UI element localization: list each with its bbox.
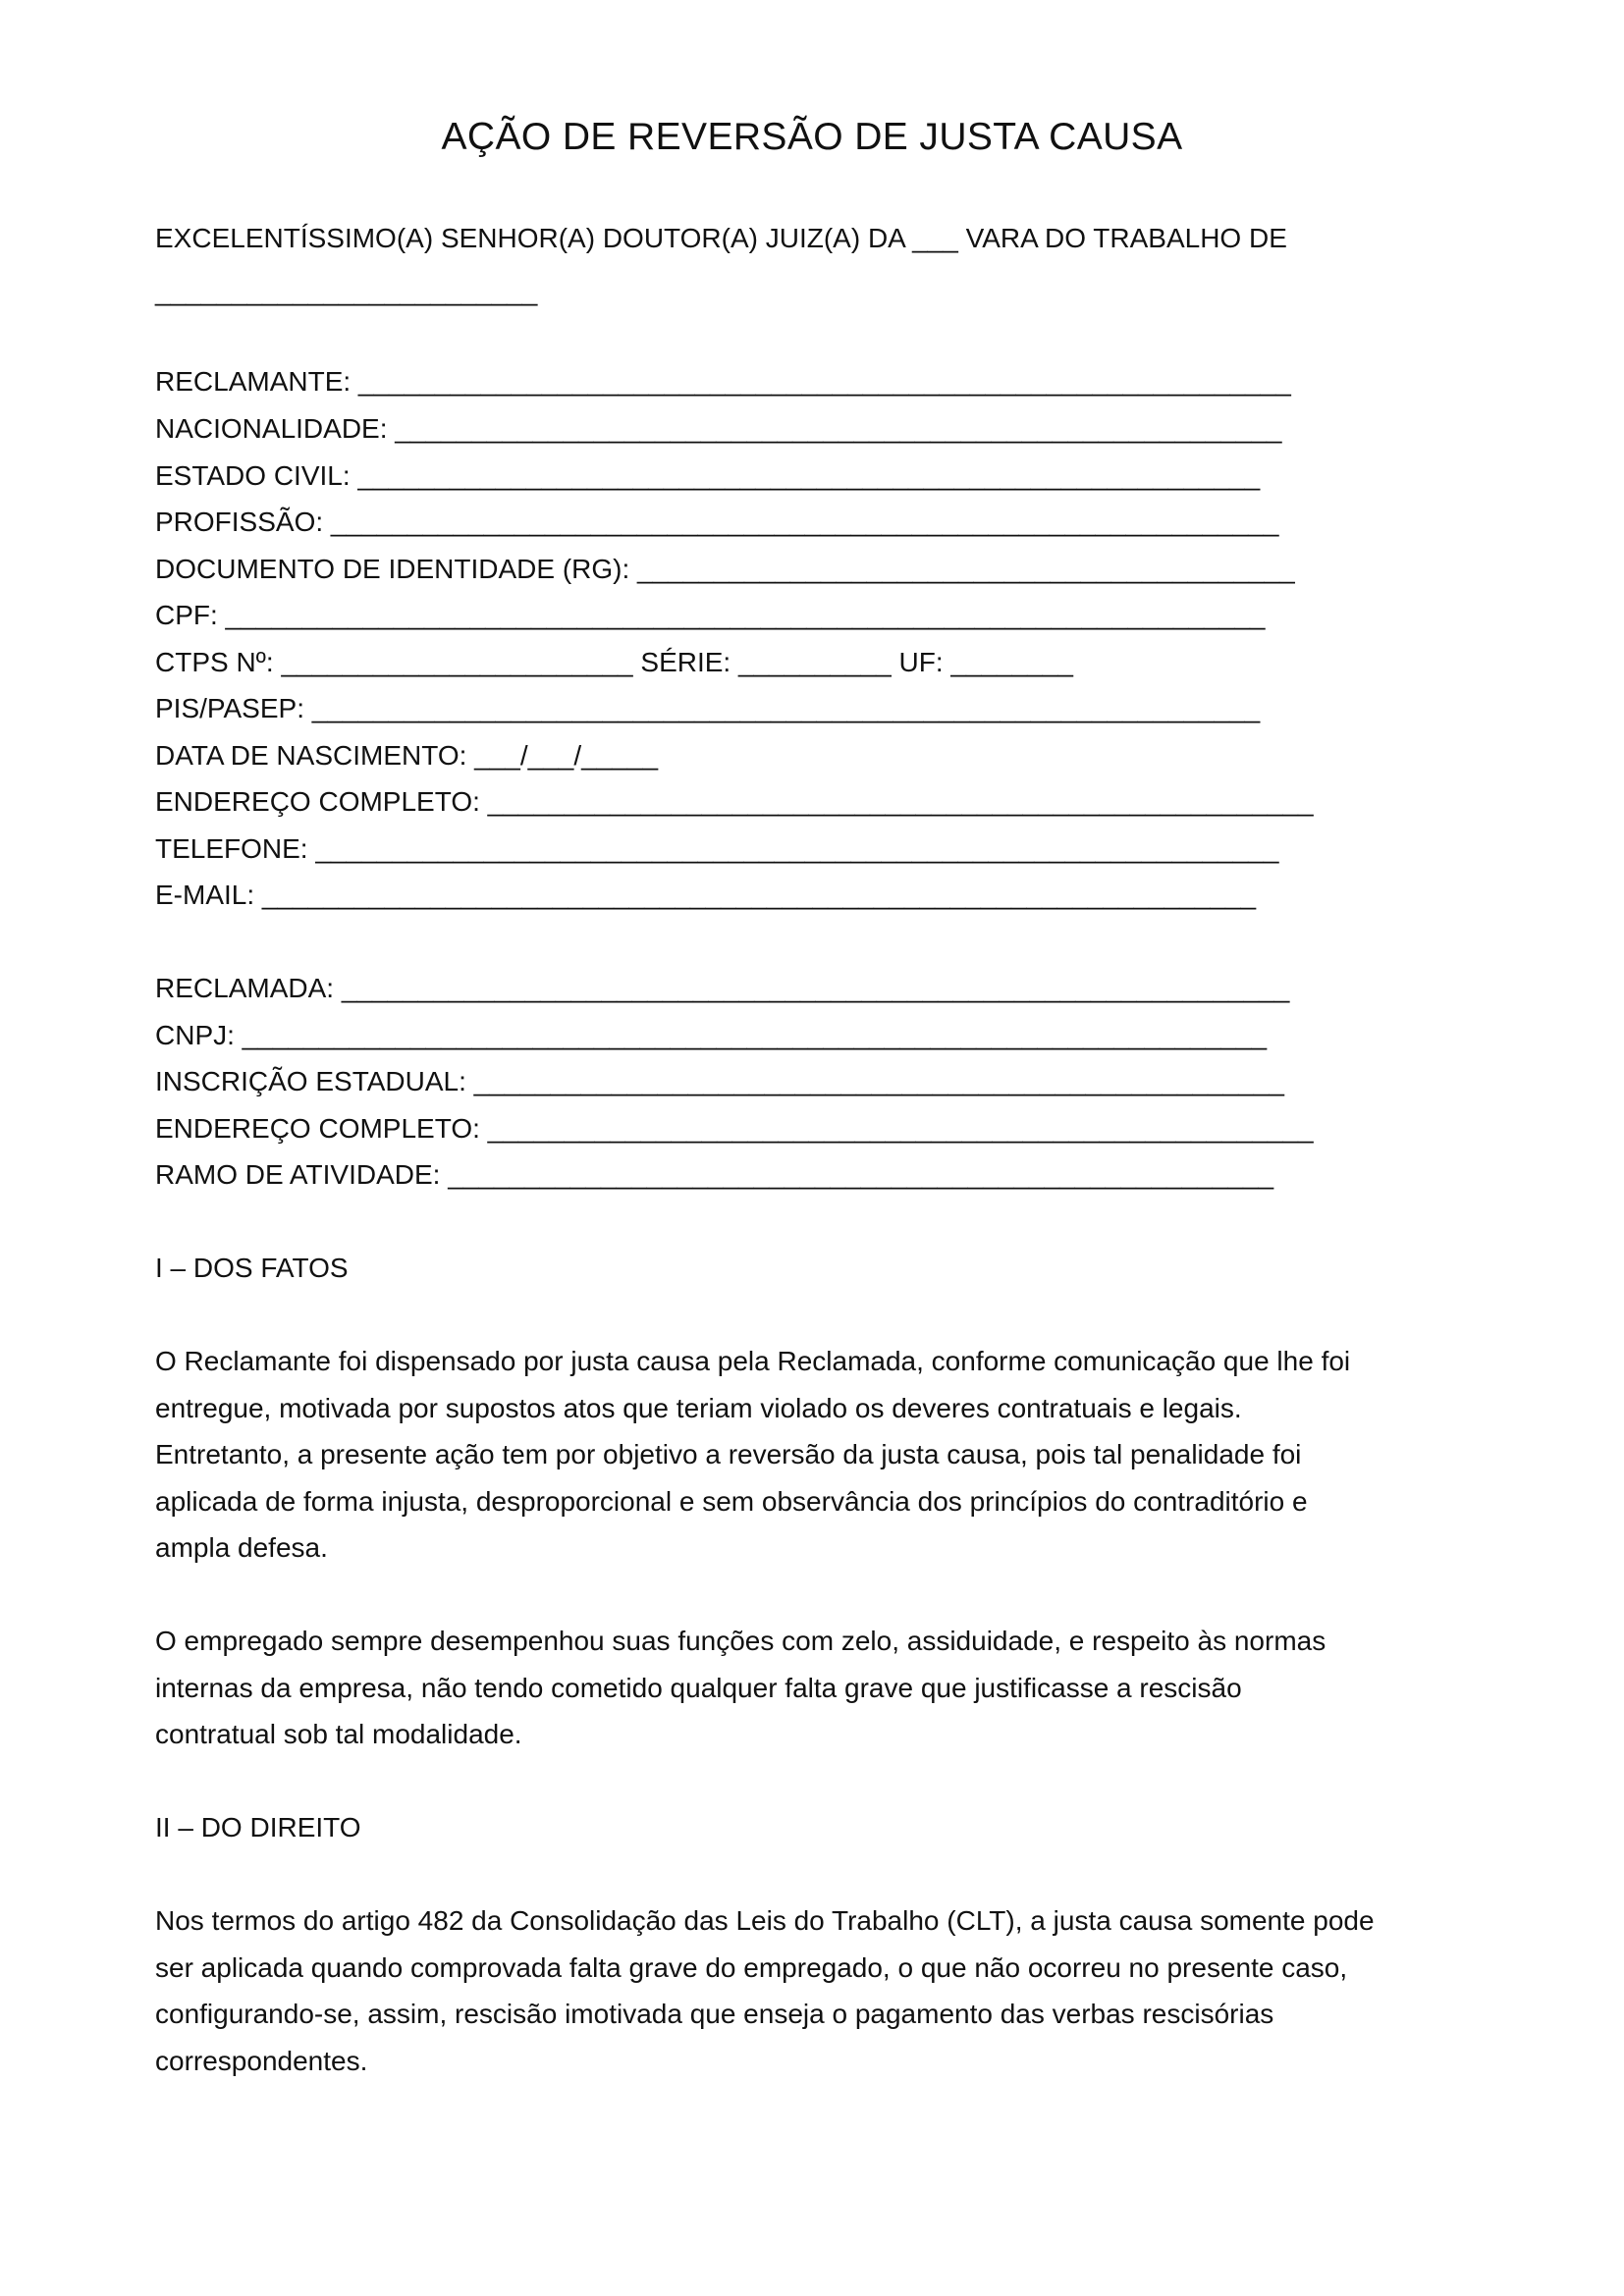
paragraph-line: O empregado sempre desempenhou suas funções com zelo, assiduidade, e respeito às normas: [155, 1626, 1326, 1656]
paragraph-line: Nos termos do artigo 482 da Consolidação das Leis do Trabalho (CLT), a justa causa somente pode: [155, 1905, 1375, 1936]
paragraph-line: contratual sob tal modalidade.: [155, 1719, 522, 1749]
field-ctps: CTPS Nº: _______________________ SÉRIE: __________ UF: ________: [155, 647, 1073, 677]
paragraph-line: correspondentes.: [155, 2046, 368, 2076]
field-inscricao-estadual: INSCRIÇÃO ESTADUAL: _____________________________________________________: [155, 1066, 1284, 1096]
field-nacionalidade: NACIONALIDADE: __________________________________________________________: [155, 413, 1282, 444]
field-pis-pasep: PIS/PASEP: ______________________________________________________________: [155, 693, 1261, 723]
field-email: E-MAIL: _________________________________________________________________: [155, 880, 1257, 910]
field-profissao: PROFISSÃO: ______________________________________________________________: [155, 507, 1279, 537]
field-endereco-reclamada: ENDEREÇO COMPLETO: ______________________________________________________: [155, 1113, 1314, 1144]
paragraph-line: ser aplicada quando comprovada falta grave do empregado, o que não ocorreu no presente caso,: [155, 1952, 1348, 1983]
field-data-nascimento: DATA DE NASCIMENTO: ___/___/_____: [155, 740, 659, 771]
field-endereco-reclamante: ENDEREÇO COMPLETO: ______________________________________________________: [155, 786, 1314, 817]
section-heading-fatos: I – DOS FATOS: [155, 1253, 349, 1283]
field-ramo-atividade: RAMO DE ATIVIDADE: ______________________________________________________: [155, 1159, 1274, 1190]
field-cnpj: CNPJ: ___________________________________________________________________: [155, 1020, 1268, 1050]
paragraph-line: internas da empresa, não tendo cometido qualquer falta grave que justificasse a rescisão: [155, 1673, 1242, 1703]
paragraph-line: entregue, motivada por supostos atos que teriam violado os deveres contratuais e legais.: [155, 1393, 1242, 1423]
paragraph-line: ampla defesa.: [155, 1532, 328, 1563]
field-rg: DOCUMENTO DE IDENTIDADE (RG): ___________________________________________: [155, 554, 1295, 584]
paragraph-line: O Reclamante foi dispensado por justa causa pela Reclamada, conforme comunicação que lhe foi: [155, 1346, 1351, 1376]
field-telefone: TELEFONE: _______________________________________________________________: [155, 833, 1279, 864]
paragraph-line: Entretanto, a presente ação tem por objetivo a reversão da justa causa, pois tal penalidade foi: [155, 1439, 1302, 1469]
page-title: AÇÃO DE REVERSÃO DE JUSTA CAUSA: [441, 116, 1183, 158]
field-cpf: CPF: ____________________________________________________________________: [155, 600, 1266, 630]
paragraph-line: aplicada de forma injusta, desproporcional e sem observância dos princípios do contraditório e: [155, 1486, 1308, 1517]
paragraph-line: configurando-se, assim, rescisão imotivada que enseja o pagamento das verbas rescisórias: [155, 1999, 1274, 2029]
court-location-blank: _________________________: [155, 276, 538, 306]
field-reclamada: RECLAMADA: ______________________________________________________________: [155, 973, 1290, 1003]
section-heading-direito: II – DO DIREITO: [155, 1812, 361, 1842]
field-estado-civil: ESTADO CIVIL: ___________________________________________________________: [155, 460, 1261, 491]
field-reclamante: RECLAMANTE: _____________________________________________________________: [155, 366, 1291, 397]
court-address-line: EXCELENTÍSSIMO(A) SENHOR(A) DOUTOR(A) JUIZ(A) DA ___ VARA DO TRABALHO DE: [155, 223, 1287, 253]
